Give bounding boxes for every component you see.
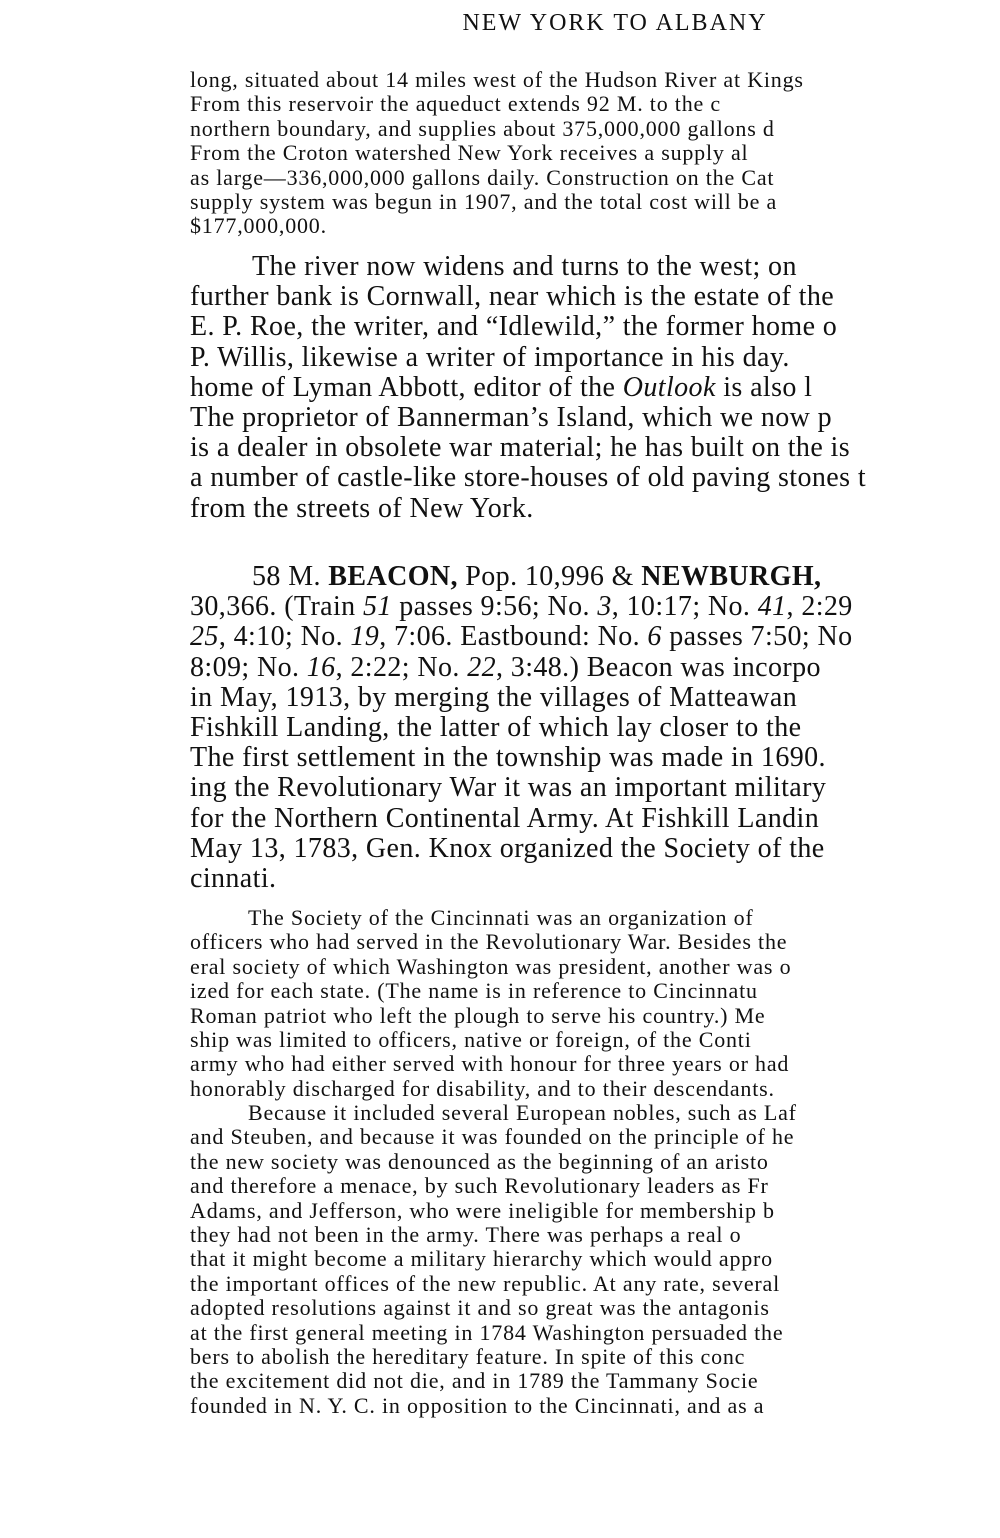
text-line: Adams, and Jefferson, who were ineligible for membership b (190, 1197, 775, 1223)
text-line: From this reservoir the aqueduct extends 92 M. to the c (190, 91, 721, 117)
text-line: bers to abolish the hereditary feature. In spite of this conc (190, 1344, 746, 1370)
text-line: From the Croton watershed New York receives a supply al (190, 140, 749, 166)
text-line: at the first general meeting in 1784 Washington persuaded the (190, 1319, 784, 1345)
text-line: that it might become a military hierarchy which would appro (190, 1246, 773, 1272)
text-line: for the Northern Continental Army. At Fishkill Landin (190, 802, 820, 834)
text-run: , 2:29 (786, 591, 853, 623)
text-run: , 4:10; No. (218, 621, 351, 653)
text-line: ing the Revolutionary War it was an important military (190, 772, 827, 804)
outlook-title: Outlook (622, 371, 716, 403)
text-line (190, 653, 1000, 683)
text-run: passes 7:50; No (661, 621, 853, 653)
place-heading-line (190, 562, 1000, 592)
text-line: the important offices of the new republic. At any rate, several (190, 1270, 781, 1296)
paragraph-beacon (190, 562, 1000, 894)
text-line: E. P. Roe, the writer, and “Idlewild,” the former home o (190, 311, 838, 343)
text-line: army who had either served with honour for three years or had (190, 1051, 790, 1077)
text-line: ship was limited to officers, native or foreign, of the Conti (190, 1027, 752, 1053)
text-line: is a dealer in obsolete war material; he has built on the is (190, 432, 851, 464)
text-line: a number of castle-like store-houses of old paving stones t (190, 462, 866, 494)
text-line: supply system was begun in 1907, and the total cost will be a (190, 189, 778, 215)
place-name-beacon: BEACON, (328, 561, 458, 592)
text-line: The first settlement in the township was made in 1690. (190, 742, 826, 774)
train-number: 16 (306, 651, 336, 683)
text-line: they had not been in the army. There was perhaps a real o (190, 1222, 742, 1248)
text-line: Because it included several European nobles, such as Laf (248, 1100, 797, 1125)
train-number: 19 (350, 621, 380, 653)
text-line: Fishkill Landing, the latter of which lay closer to the (190, 712, 802, 744)
train-number: 41 (757, 591, 787, 623)
train-number: 25 (190, 621, 219, 653)
paragraph-river (190, 252, 1000, 524)
text-line: founded in N. Y. C. in opposition to the Cincinnati, and as a (190, 1392, 765, 1418)
text-run: passes 9:56; No. (391, 591, 598, 623)
mileage: 58 M. (252, 561, 329, 592)
text-line: the new society was denounced as the beginning of an aristo (190, 1148, 769, 1174)
text-line: officers who had served in the Revolutionary War. Besides the (190, 929, 788, 955)
text-line: eral society of which Washington was president, another was o (190, 953, 792, 979)
place-name-newburgh: NEWBURGH, (641, 561, 822, 592)
text-run: 8:09; No. (190, 651, 307, 683)
text-run: Pop. 10,996 & (457, 561, 642, 592)
paragraph-aristocracy (190, 1101, 1000, 1418)
text-line: northern boundary, and supplies about 375,000,000 gallons d (190, 115, 775, 141)
text-line: Roman patriot who left the plough to serve his country.) Me (190, 1002, 766, 1028)
text-line: ized for each state. (The name is in reference to Cincinnatu (190, 978, 758, 1004)
text-line: The river now widens and turns to the west; on (252, 251, 797, 282)
text-run: is also l (715, 371, 813, 403)
text-line: and Steuben, and because it was founded on the principle of he (190, 1124, 795, 1150)
text-run: , 2:22; No. (335, 651, 468, 683)
text-run: , 10:17; No. (611, 591, 758, 623)
text-line: cinnati. (190, 863, 277, 895)
text-line: The Society of the Cincinnati was an organization of (248, 905, 754, 930)
text-line: honorably discharged for disability, and to their descendants. (190, 1075, 775, 1101)
paragraph-society (190, 906, 1000, 1101)
text-line: as large—336,000,000 gallons daily. Construction on the Cat (190, 164, 775, 190)
train-number: 22 (467, 651, 496, 683)
running-head: NEW YORK TO ALBANY (462, 10, 768, 36)
text-line: further bank is Cornwall, near which is the estate of the (190, 281, 835, 313)
text-line: the excitement did not die, and in 1789 the Tammany Socie (190, 1368, 759, 1394)
text-run: , 3:48.) Beacon was incorpo (496, 651, 821, 683)
paragraph-reservoir (190, 68, 1000, 239)
text-run: 30,366. (Train (190, 591, 363, 623)
train-number: 6 (647, 621, 662, 653)
text-line: adopted resolutions against it and so great was the antagonis (190, 1295, 770, 1321)
train-number: 51 (362, 591, 392, 623)
text-line: in May, 1913, by merging the villages of Matteawan (190, 681, 798, 713)
text-line (190, 592, 1000, 622)
text-run: , 7:06. Eastbound: No. (379, 621, 648, 653)
text-run: home of Lyman Abbott, editor of the (190, 371, 623, 403)
text-line: The proprietor of Bannerman’s Island, which we now p (190, 402, 833, 434)
text-line: May 13, 1783, Gen. Knox organized the Society of the (190, 832, 825, 864)
text-line (190, 622, 1000, 652)
text-line: $177,000,000. (190, 213, 327, 239)
text-line: long, situated about 14 miles west of the Hudson River at Kings (190, 67, 804, 92)
text-line: from the streets of New York. (190, 492, 534, 524)
text-line: P. Willis, likewise a writer of importance in his day. (190, 341, 790, 373)
train-number: 3 (597, 591, 612, 623)
text-line (190, 373, 1000, 403)
text-line: and therefore a menace, by such Revolutionary leaders as Fr (190, 1173, 769, 1199)
